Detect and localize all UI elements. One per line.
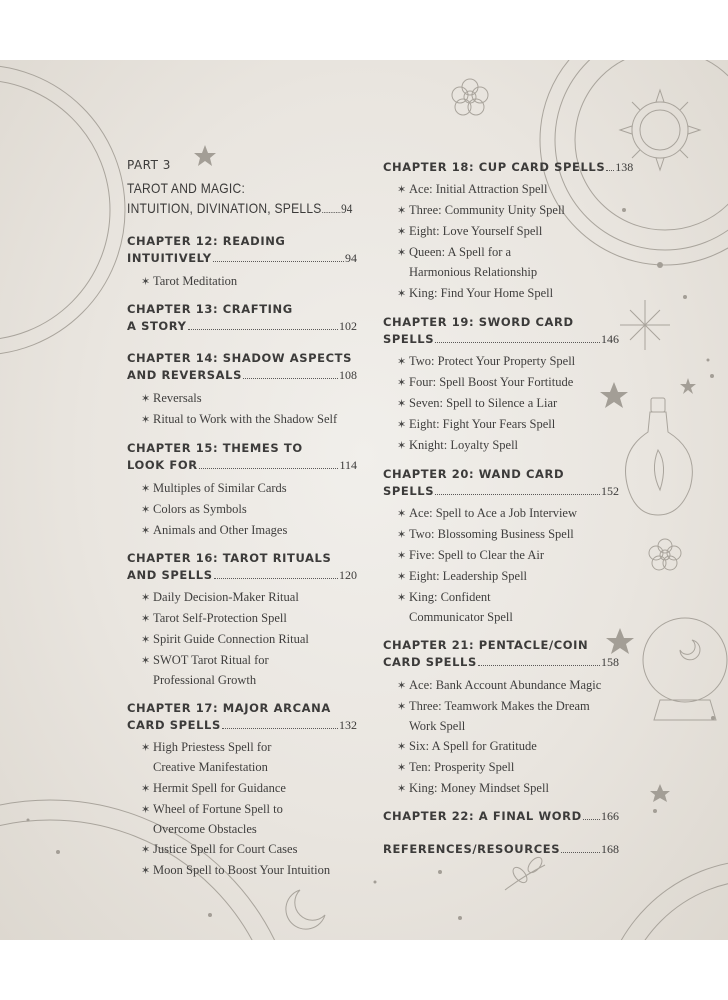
chapter-title: AND SPELLS — [127, 568, 213, 582]
crescent-moon-icon — [286, 890, 325, 929]
leader-dots — [214, 577, 338, 579]
star-bullet-icon: ✶ — [397, 440, 407, 452]
leader-dots — [243, 377, 338, 379]
toc-item[interactable]: ✶ Ace: Bank Account Abundance Magic — [397, 676, 601, 696]
star-bullet-icon: ✶ — [397, 592, 407, 604]
toc-chapter-21[interactable] — [383, 637, 619, 671]
star-bullet-icon: ✶ — [397, 529, 407, 541]
chapter-title: CHAPTER 15: THEMES TO — [127, 441, 303, 455]
page-number: 132 — [339, 718, 357, 732]
toc-chapter-13[interactable] — [127, 301, 357, 335]
toc-item[interactable]: ✶ Five: Spell to Clear the Air — [397, 546, 544, 566]
page-number: 158 — [601, 655, 619, 669]
star-bullet-icon: ✶ — [397, 571, 407, 583]
page-number: 114 — [339, 458, 357, 472]
toc-item[interactable]: ✶ Ten: Prosperity Spell — [397, 758, 514, 778]
chapter-title: CHAPTER 17: MAJOR ARCANA — [127, 701, 331, 715]
chapter-title: INTUITIVELY — [127, 251, 212, 265]
chapter-title: CHAPTER 14: SHADOW ASPECTS — [127, 351, 353, 365]
star-bullet-icon: ✶ — [397, 184, 407, 196]
toc-item[interactable]: ✶ Moon Spell to Boost Your Intuition — [141, 861, 330, 881]
toc-references[interactable] — [383, 841, 619, 858]
star-bullet-icon: ✶ — [397, 398, 407, 410]
toc-item[interactable]: ✶ Hermit Spell for Guidance — [141, 779, 286, 799]
toc-chapter-20[interactable] — [383, 466, 619, 500]
part-label: PART 3 — [127, 158, 171, 172]
toc-item[interactable]: ✶ Justice Spell for Court Cases — [141, 840, 297, 860]
potion-bottle-icon — [626, 398, 693, 515]
toc-chapter-18[interactable] — [383, 159, 634, 176]
star-bullet-icon: ✶ — [397, 762, 407, 774]
toc-chapter-16[interactable] — [127, 550, 357, 584]
star-bullet-icon: ✶ — [397, 550, 407, 562]
chapter-title: SPELLS — [383, 484, 435, 498]
leader-dots — [583, 818, 600, 820]
page-number: 94 — [345, 251, 357, 265]
chapter-title: CHAPTER 16: TAROT RITUALS — [127, 551, 332, 565]
page-number: 138 — [615, 160, 634, 174]
page-number: 120 — [339, 568, 357, 582]
page-number: 168 — [601, 842, 619, 856]
toc-item[interactable]: ✶ Colors as Symbols — [141, 500, 247, 520]
star-bullet-icon: ✶ — [141, 844, 151, 856]
star-bullet-icon: ✶ — [397, 247, 407, 259]
chapter-title: CARD SPELLS — [127, 718, 221, 732]
chapter-title: CHAPTER 20: WAND CARD — [383, 467, 565, 481]
star-bullet-icon: ✶ — [397, 680, 407, 692]
star-bullet-icon: ✶ — [397, 508, 407, 520]
page-number: 102 — [339, 319, 357, 333]
toc-item[interactable]: ✶ Three: Community Unity Spell — [397, 201, 565, 221]
star-bullet-icon: ✶ — [141, 592, 151, 604]
toc-item[interactable]: ✶ Eight: Love Yourself Spell — [397, 222, 542, 242]
star-bullet-icon: ✶ — [397, 356, 407, 368]
toc-item[interactable]: ✶ Eight: Leadership Spell — [397, 567, 527, 587]
chapter-title: CHAPTER 21: PENTACLE/COIN — [383, 638, 589, 652]
toc-chapter-22[interactable] — [383, 808, 619, 825]
toc-item[interactable]: ✶ Daily Decision-Maker Ritual — [141, 588, 299, 608]
leader-dots — [199, 467, 339, 469]
toc-item[interactable]: ✶ King: Money Mindset Spell — [397, 779, 549, 799]
toc-item[interactable]: ✶ Two: Protect Your Property Spell — [397, 352, 575, 372]
star-bullet-icon: ✶ — [141, 655, 151, 667]
toc-item[interactable]: ✶ King: Confident Communicator Spell — [397, 590, 513, 624]
flower-icon — [649, 539, 681, 570]
star-bullet-icon: ✶ — [141, 414, 151, 426]
chapter-title: CHAPTER 13: CRAFTING — [127, 302, 293, 316]
star-bullet-icon: ✶ — [141, 783, 151, 795]
toc-item[interactable]: ✶ Six: A Spell for Gratitude — [397, 737, 537, 757]
toc-chapter-14[interactable] — [127, 350, 357, 384]
toc-item[interactable]: ✶ Spirit Guide Connection Ritual — [141, 630, 309, 650]
crystal-ball-icon — [643, 618, 727, 720]
toc-item[interactable]: ✶ SWOT Tarot Ritual for Professional Growth — [141, 653, 269, 687]
toc-item[interactable]: ✶ Two: Blossoming Business Spell — [397, 525, 574, 545]
leader-dots — [213, 260, 344, 262]
toc-item[interactable]: ✶ Ritual to Work with the Shadow Self — [141, 410, 337, 430]
star-bullet-icon: ✶ — [141, 613, 151, 625]
star-bullet-icon: ✶ — [397, 741, 407, 753]
book-page — [0, 60, 728, 940]
page-number: 152 — [601, 484, 619, 498]
page-number: 146 — [601, 332, 619, 346]
chapter-title: CHAPTER 22: A FINAL WORD — [383, 809, 582, 823]
leader-dots — [322, 211, 340, 213]
page-number: 108 — [339, 368, 357, 382]
sun-icon — [620, 90, 700, 170]
part-title-line: TAROT AND MAGIC: — [127, 180, 246, 196]
toc-chapter-12[interactable] — [127, 233, 357, 267]
toc-item[interactable]: ✶ Multiples of Similar Cards — [141, 479, 287, 499]
toc-item[interactable]: ✶ Tarot Meditation — [141, 272, 237, 292]
toc-item[interactable]: ✶ High Priestess Spell for Creative Manifestation — [141, 740, 272, 774]
page-number: 166 — [601, 809, 619, 823]
star-bullet-icon: ✶ — [141, 504, 151, 516]
star-bullet-icon: ✶ — [397, 205, 407, 217]
leaf-sprig-icon — [505, 855, 545, 890]
flower-icon — [452, 79, 488, 115]
leader-dots — [478, 664, 600, 666]
star-bullet-icon: ✶ — [397, 419, 407, 431]
toc-item[interactable]: ✶ Tarot Self-Protection Spell — [141, 609, 287, 629]
star-bullet-icon: ✶ — [141, 393, 151, 405]
leader-dots — [222, 727, 338, 729]
toc-item[interactable]: ✶ Reversals — [141, 389, 202, 409]
part-title[interactable] — [127, 178, 359, 219]
page-number: 94 — [341, 201, 353, 216]
toc-item[interactable]: ✶ Seven: Spell to Silence a Liar — [397, 394, 557, 414]
star-bullet-icon: ✶ — [397, 288, 407, 300]
leader-dots — [435, 341, 600, 343]
star-bullet-icon: ✶ — [397, 701, 407, 713]
sparkle-icon — [620, 300, 670, 350]
star-bullet-icon: ✶ — [397, 783, 407, 795]
leader-dots — [561, 851, 600, 853]
chapter-title: SPELLS — [383, 332, 435, 346]
star-bullet-icon: ✶ — [397, 226, 407, 238]
chapter-title: CHAPTER 12: READING — [127, 234, 286, 248]
star-bullet-icon: ✶ — [141, 276, 151, 288]
toc-item[interactable]: ✶ Wheel of Fortune Spell to Overcome Obstacles — [141, 802, 283, 836]
star-bullet-icon: ✶ — [397, 377, 407, 389]
toc-item[interactable]: ✶ Animals and Other Images — [141, 521, 287, 541]
toc-chapter-19[interactable] — [383, 314, 619, 348]
leader-dots — [188, 328, 338, 330]
chapter-title: LOOK FOR — [127, 458, 198, 472]
toc-item[interactable]: ✶ Knight: Loyalty Spell — [397, 436, 518, 456]
star-bullet-icon: ✶ — [141, 634, 151, 646]
toc-item[interactable]: ✶ Eight: Fight Your Fears Spell — [397, 415, 555, 435]
chapter-title: CHAPTER 18: CUP CARD SPELLS — [383, 160, 606, 174]
chapter-title: CARD SPELLS — [383, 655, 477, 669]
chapter-title: A STORY — [127, 319, 187, 333]
star-bullet-icon: ✶ — [141, 804, 151, 816]
star-bullet-icon: ✶ — [141, 525, 151, 537]
star-bullet-icon: ✶ — [141, 742, 151, 754]
leader-dots — [606, 169, 614, 171]
part-title-line: INTUITION, DIVINATION, SPELLS — [127, 200, 322, 216]
toc-item[interactable]: ✶ Ace: Spell to Ace a Job Interview — [397, 504, 577, 524]
toc-item[interactable]: ✶ Ace: Initial Attraction Spell — [397, 180, 548, 200]
chapter-title: CHAPTER 19: SWORD CARD — [383, 315, 574, 329]
toc-item[interactable]: ✶ Four: Spell Boost Your Fortitude — [397, 373, 573, 393]
toc-item[interactable]: ✶ Queen: A Spell for a Harmonious Relationship — [397, 245, 538, 279]
star-bullet-icon: ✶ — [141, 865, 151, 877]
toc-chapter-17[interactable] — [127, 700, 357, 734]
toc-item[interactable]: ✶ Three: Teamwork Makes the Dream Work Spell — [397, 699, 590, 733]
toc-chapter-15[interactable] — [127, 440, 357, 474]
star-bullet-icon: ✶ — [141, 483, 151, 495]
toc-item[interactable]: ✶ King: Find Your Home Spell — [397, 284, 553, 304]
chapter-title: AND REVERSALS — [127, 368, 242, 382]
leader-dots — [435, 493, 600, 495]
chapter-title: REFERENCES/RESOURCES — [383, 842, 561, 856]
